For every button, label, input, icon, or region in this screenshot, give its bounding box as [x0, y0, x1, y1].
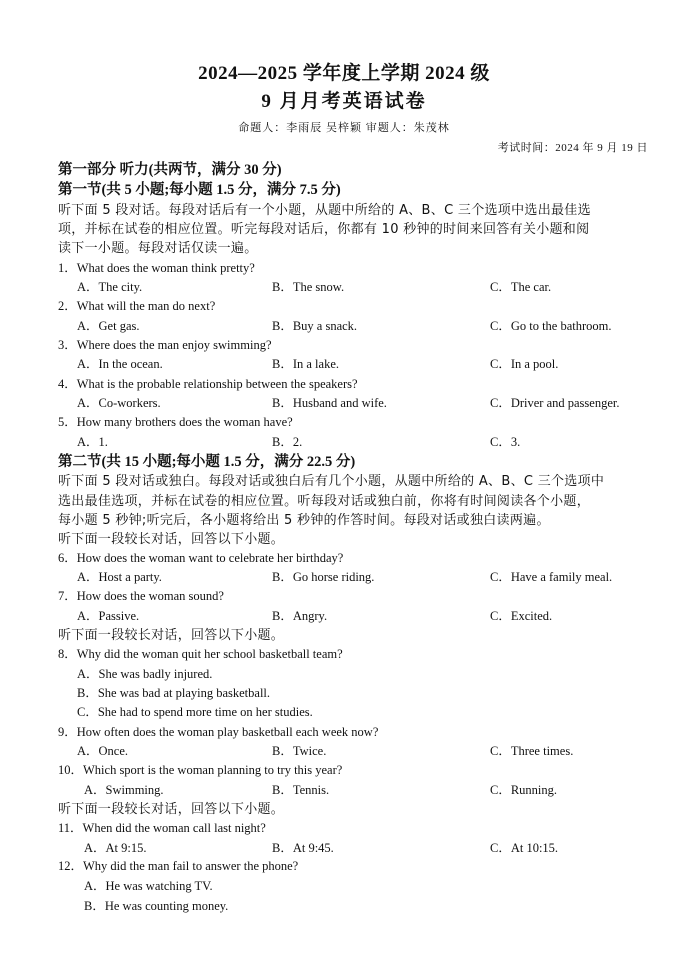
q12-option-a: A．He was watching TV.	[84, 879, 213, 893]
q9-option-c: C．Three times.	[490, 744, 574, 758]
section2-instruction-3: 每小题 5 秒钟;听完后，各小题将给出 5 秒钟的作答时间。每段对话或独白读两遍。	[58, 513, 550, 528]
section1-heading: 第一节(共 5 小题;每小题 1.5 分，满分 7.5 分)	[58, 182, 341, 198]
q1-option-a: A．The city.	[77, 280, 143, 294]
q11-option-b: B．At 9:45.	[272, 841, 334, 855]
q9-option-b: B．Twice.	[272, 744, 327, 758]
listen-long-dialogue-note-3: 听下面一段较长对话，回答以下小题。	[58, 802, 285, 817]
question-10: 10．Which sport is the woman planning to try this year?	[58, 763, 343, 777]
q2-option-a: A．Get gas.	[77, 319, 140, 333]
section2-instruction-2: 选出最佳选项，并标在试卷的相应位置。听每段对话或独白前，你将有时间阅读各个小题，	[58, 494, 591, 509]
part1-heading: 第一部分 听力(共两节，满分 30 分)	[58, 162, 282, 178]
q10-option-c: C．Running.	[490, 783, 558, 797]
question-6: 6．How does the woman want to celebrate her birthday?	[58, 551, 344, 565]
listen-long-dialogue-note-1: 听下面一段较长对话，回答以下小题。	[58, 532, 285, 547]
q7-option-a: A．Passive.	[77, 609, 140, 623]
q2-option-c: C．Go to the bathroom.	[490, 319, 612, 333]
q3-option-a: A．In the ocean.	[77, 357, 163, 371]
question-12: 12．Why did the man fail to answer the phone?	[58, 859, 299, 873]
q11-option-a: A．At 9:15.	[84, 841, 147, 855]
q8-option-b: B．She was bad at playing basketball.	[77, 686, 271, 700]
q7-option-c: C．Excited.	[490, 609, 553, 623]
q2-option-b: B．Buy a snack.	[272, 319, 358, 333]
q11-option-c: C．At 10:15.	[490, 841, 559, 855]
q3-option-b: B．In a lake.	[272, 357, 339, 371]
q3-option-c: C．In a pool.	[490, 357, 559, 371]
q4-option-c: C．Driver and passenger.	[490, 396, 620, 410]
question-5: 5．How many brothers does the woman have?	[58, 415, 293, 429]
q7-option-b: B．Angry.	[272, 609, 328, 623]
section1-instruction-1: 听下面 5 段对话。每段对话后有一个小题，从题中所给的 A、B、C 三个选项中选出最佳选	[58, 203, 591, 218]
question-7: 7．How does the woman sound?	[58, 589, 224, 603]
q1-option-c: C．The car.	[490, 280, 552, 294]
question-1: 1．What does the woman think pretty?	[58, 261, 255, 275]
q5-option-b: B．2.	[272, 435, 303, 449]
q4-option-b: B．Husband and wife.	[272, 396, 387, 410]
question-11: 11．When did the woman call last night?	[58, 821, 266, 835]
exam-authors: 命题人：李雨辰 吴梓颖 审题人：朱茂林	[238, 122, 450, 134]
q6-option-c: C．Have a family meal.	[490, 570, 613, 584]
question-4: 4．What is the probable relationship between the speakers?	[58, 377, 358, 391]
q6-option-a: A．Host a party.	[77, 570, 162, 584]
q9-option-a: A．Once.	[77, 744, 129, 758]
exam-time: 考试时间：2024 年 9 月 19 日	[497, 142, 648, 154]
q8-option-a: A．She was badly injured.	[77, 667, 213, 681]
q5-option-c: C．3.	[490, 435, 521, 449]
q4-option-a: A．Co-workers.	[77, 396, 161, 410]
question-9: 9．How often does the woman play basketball each week now?	[58, 725, 379, 739]
q12-option-b: B．He was counting money.	[84, 899, 229, 913]
listen-long-dialogue-note-2: 听下面一段较长对话，回答以下小题。	[58, 628, 285, 643]
q5-option-a: A．1.	[77, 435, 108, 449]
q10-option-b: B．Tennis.	[272, 783, 330, 797]
exam-title-line1: 2024—2025 学年度上学期 2024 级	[198, 63, 490, 84]
question-2: 2．What will the man do next?	[58, 299, 216, 313]
q10-option-a: A．Swimming.	[84, 783, 164, 797]
exam-title-line2: 9 月月考英语试卷	[261, 91, 427, 112]
q1-option-b: B．The snow.	[272, 280, 345, 294]
question-3: 3．Where does the man enjoy swimming?	[58, 338, 272, 352]
q6-option-b: B．Go horse riding.	[272, 570, 375, 584]
question-8: 8．Why did the woman quit her school basketball team?	[58, 647, 343, 661]
section2-instruction-1: 听下面 5 段对话或独白。每段对话或独白后有几个小题，从题中所给的 A、B、C 三个选项中	[58, 474, 605, 489]
section1-instruction-2: 项，并标在试卷的相应位置。听完每段对话后，你都有 10 秒钟的时间来回答有关小题和阅	[58, 222, 590, 237]
section2-heading: 第二节(共 15 小题;每小题 1.5 分，满分 22.5 分)	[58, 454, 356, 470]
section1-instruction-3: 读下一小题。每段对话仅读一遍。	[58, 241, 258, 256]
q8-option-c: C．She had to spend more time on her studies.	[77, 705, 313, 719]
